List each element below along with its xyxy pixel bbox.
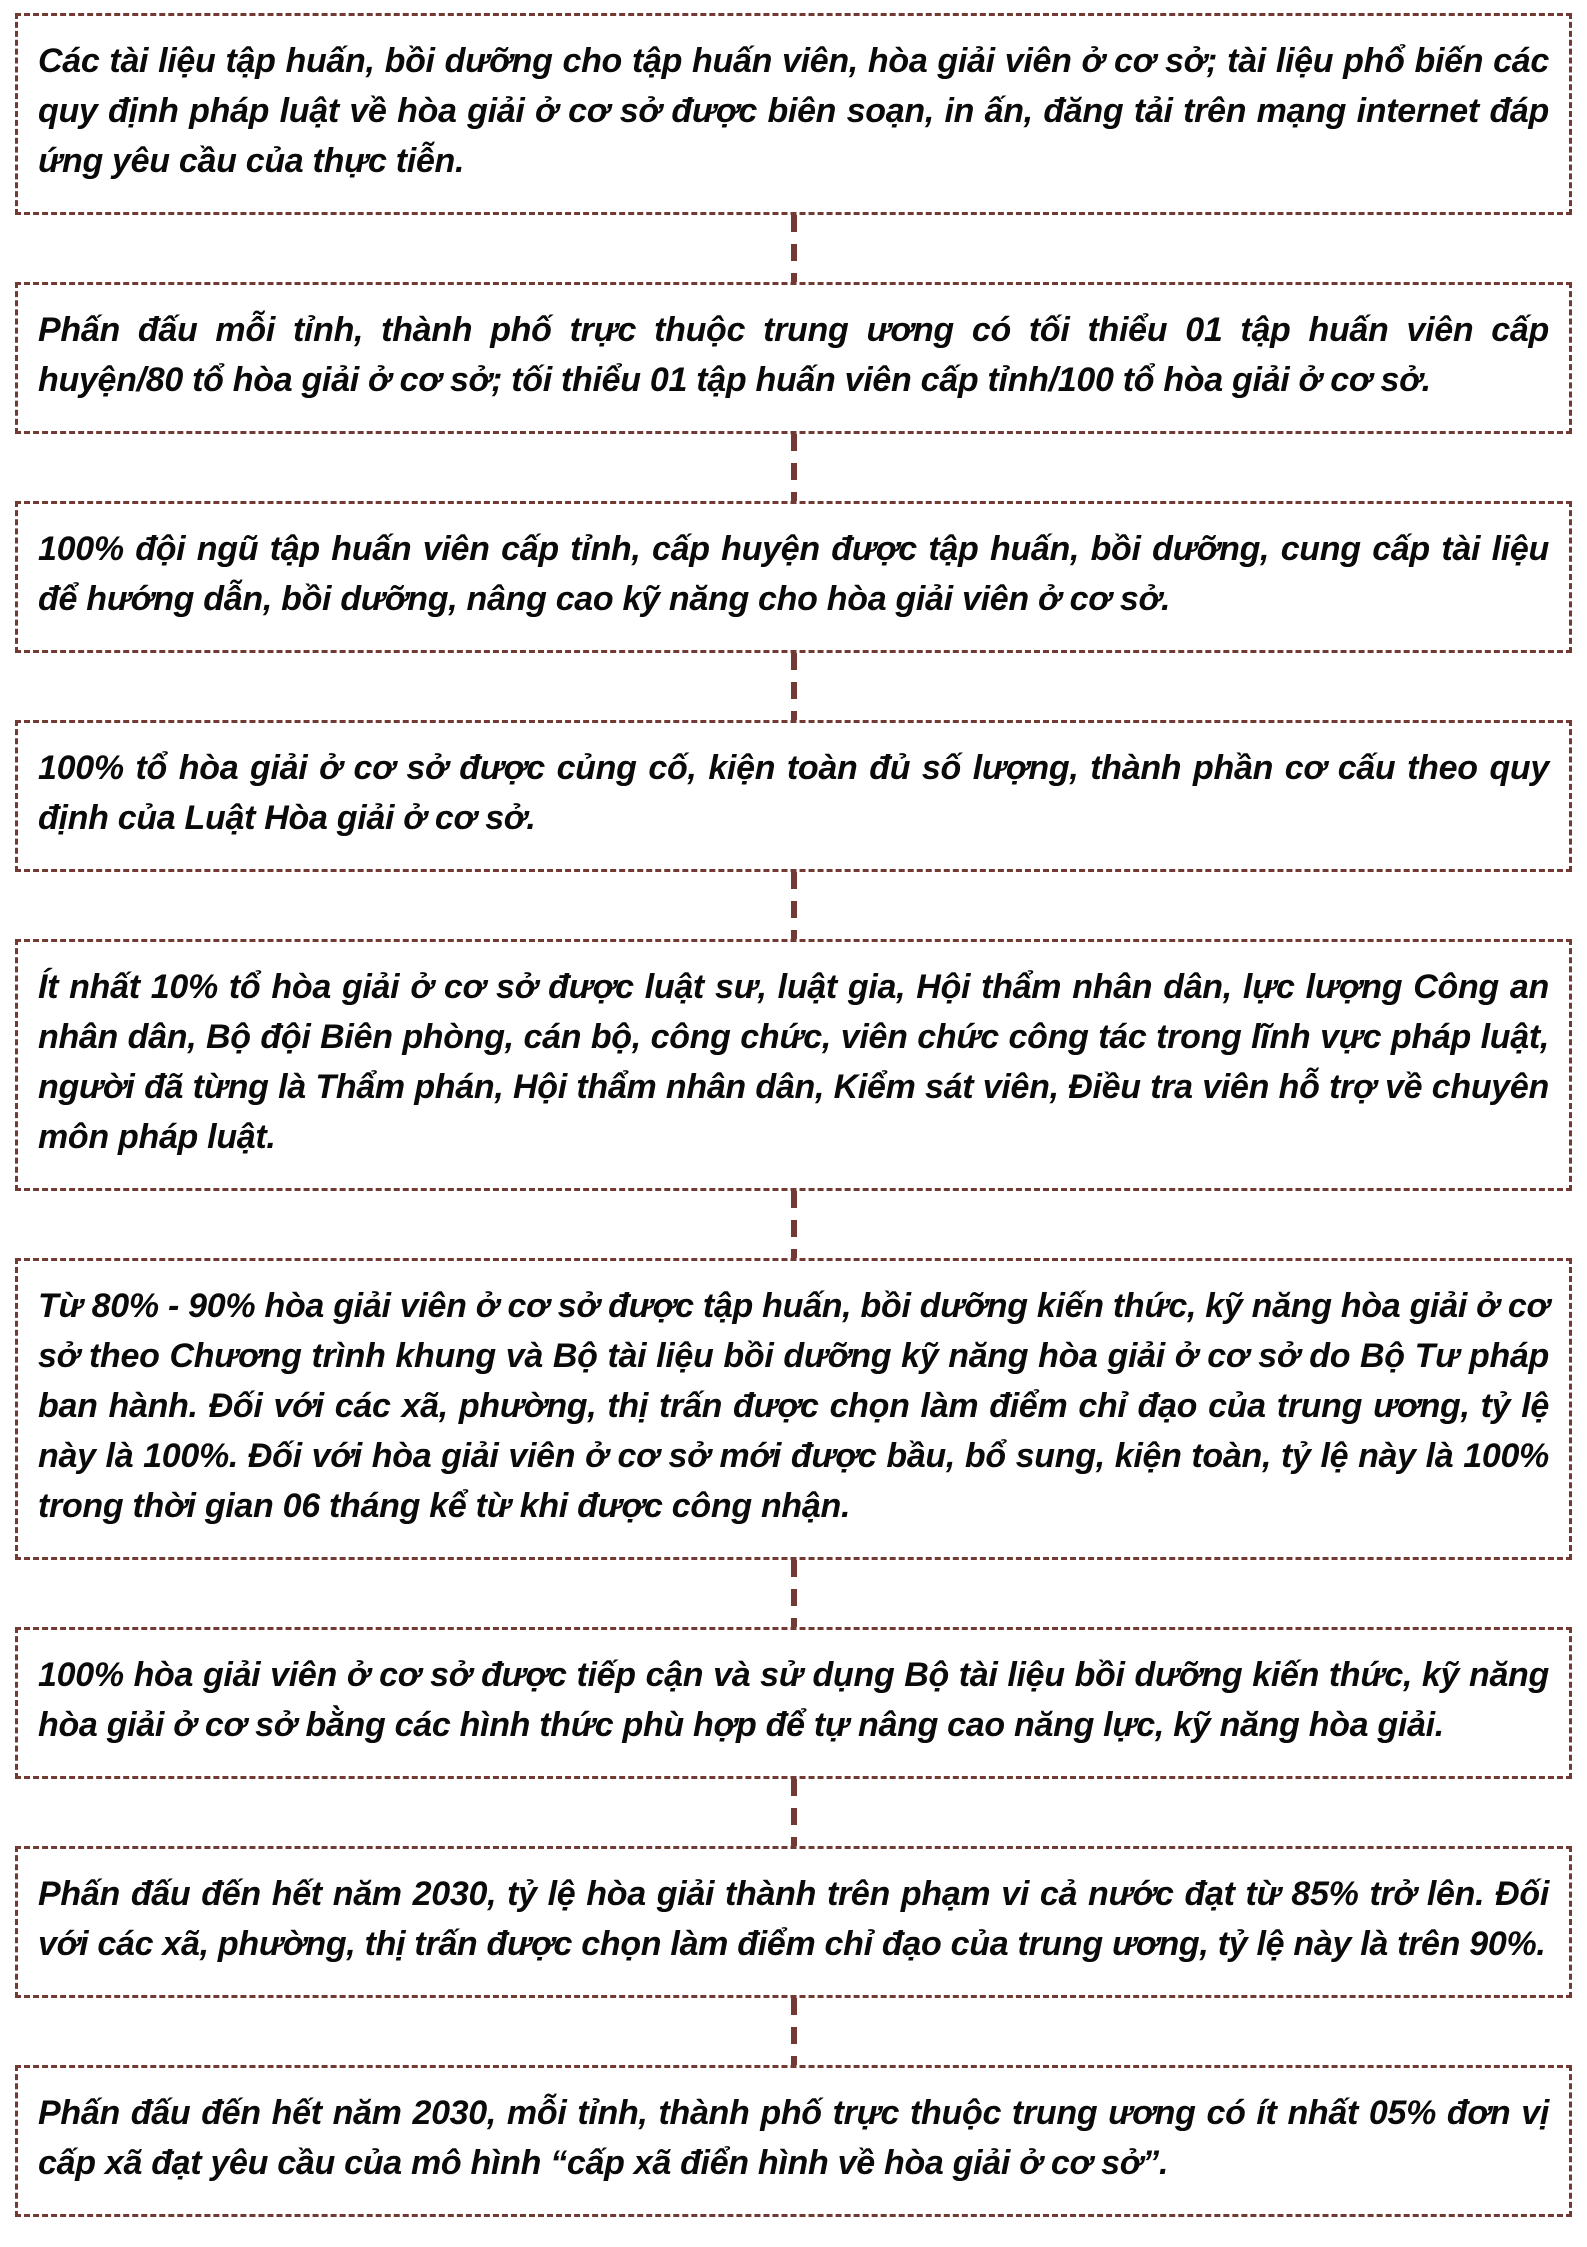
goal-box-9 (15, 2065, 1572, 2217)
goal-box-1 (15, 13, 1572, 215)
goal-box-6 (15, 1258, 1572, 1560)
goal-box-1-text: Các tài liệu tập huấn, bồi dưỡng cho tập huấn viên, hòa giải viên ở cơ sở; tài liệu phổ biến các quy định pháp luật về hòa giải ở cơ sở được biên soạn, in ấn, đăng tải trên mạng internet đáp ứng yêu cầu của thực tiễn. (38, 42, 1549, 180)
goal-box-5-text: Ít nhất 10% tổ hòa giải ở cơ sở được luật sư, luật gia, Hội thẩm nhân dân, lực lượng Công an nhân dân, Bộ đội Biên phòng, cán bộ, công chức, viên chức công tác trong lĩnh vực pháp luật, người đã từng là Thẩm phán, Hội thẩm nhân dân, Kiểm sát viên, Điều tra viên hỗ trợ về chuyên môn pháp luật. (38, 968, 1549, 1156)
goal-box-4 (15, 720, 1572, 872)
connector-line-5 (791, 1191, 797, 1258)
goal-box-6-text: Từ 80% - 90% hòa giải viên ở cơ sở được tập huấn, bồi dưỡng kiến thức, kỹ năng hòa giải ở cơ sở theo Chương trình khung và Bộ tài liệu bồi dưỡng kỹ năng hòa giải ở cơ sở do Bộ Tư pháp ban hành. Đối với các xã, phường, thị trấn được chọn làm điểm chỉ đạo của trung ương, tỷ lệ này là 100%. Đối với hòa giải viên ở cơ sở mới được bầu, bổ sung, kiện toàn, tỷ lệ này là 100% trong thời gian 06 tháng kể từ khi được công nhận. (38, 1287, 1549, 1525)
goal-box-4-text: 100% tổ hòa giải ở cơ sở được củng cố, kiện toàn đủ số lượng, thành phần cơ cấu theo quy định của Luật Hòa giải ở cơ sở. (38, 749, 1549, 837)
goal-box-7-text: 100% hòa giải viên ở cơ sở được tiếp cận và sử dụng Bộ tài liệu bồi dưỡng kiến thức, kỹ năng hòa giải ở cơ sở bằng các hình thức phù hợp để tự nâng cao năng lực, kỹ năng hòa giải. (38, 1656, 1549, 1744)
connector-line-1 (791, 215, 797, 282)
goal-box-9-text: Phấn đấu đến hết năm 2030, mỗi tỉnh, thành phố trực thuộc trung ương có ít nhất 05% đơn vị cấp xã đạt yêu cầu của mô hình “cấp xã điển hình về hòa giải ở cơ sở”. (38, 2094, 1549, 2182)
connector-line-6 (791, 1560, 797, 1627)
goal-box-3 (15, 501, 1572, 653)
goal-box-3-text: 100% đội ngũ tập huấn viên cấp tỉnh, cấp huyện được tập huấn, bồi dưỡng, cung cấp tài liệu để hướng dẫn, bồi dưỡng, nâng cao kỹ năng cho hòa giải viên ở cơ sở. (38, 530, 1549, 618)
connector-line-4 (791, 872, 797, 939)
goal-box-2 (15, 282, 1572, 434)
connector-line-7 (791, 1779, 797, 1846)
connector-line-2 (791, 434, 797, 501)
goal-box-2-text: Phấn đấu mỗi tỉnh, thành phố trực thuộc trung ương có tối thiểu 01 tập huấn viên cấp huyện/80 tổ hòa giải ở cơ sở; tối thiểu 01 tập huấn viên cấp tỉnh/100 tổ hòa giải ở cơ sở. (38, 311, 1549, 399)
connector-line-8 (791, 1998, 797, 2065)
goal-box-8 (15, 1846, 1572, 1998)
goal-box-5 (15, 939, 1572, 1191)
connector-line-3 (791, 653, 797, 720)
goal-box-7 (15, 1627, 1572, 1779)
goal-box-8-text: Phấn đấu đến hết năm 2030, tỷ lệ hòa giải thành trên phạm vi cả nước đạt từ 85% trở lên. Đối với các xã, phường, thị trấn được chọn làm điểm chỉ đạo của trung ương, tỷ lệ này là trên 90%. (38, 1875, 1549, 1963)
